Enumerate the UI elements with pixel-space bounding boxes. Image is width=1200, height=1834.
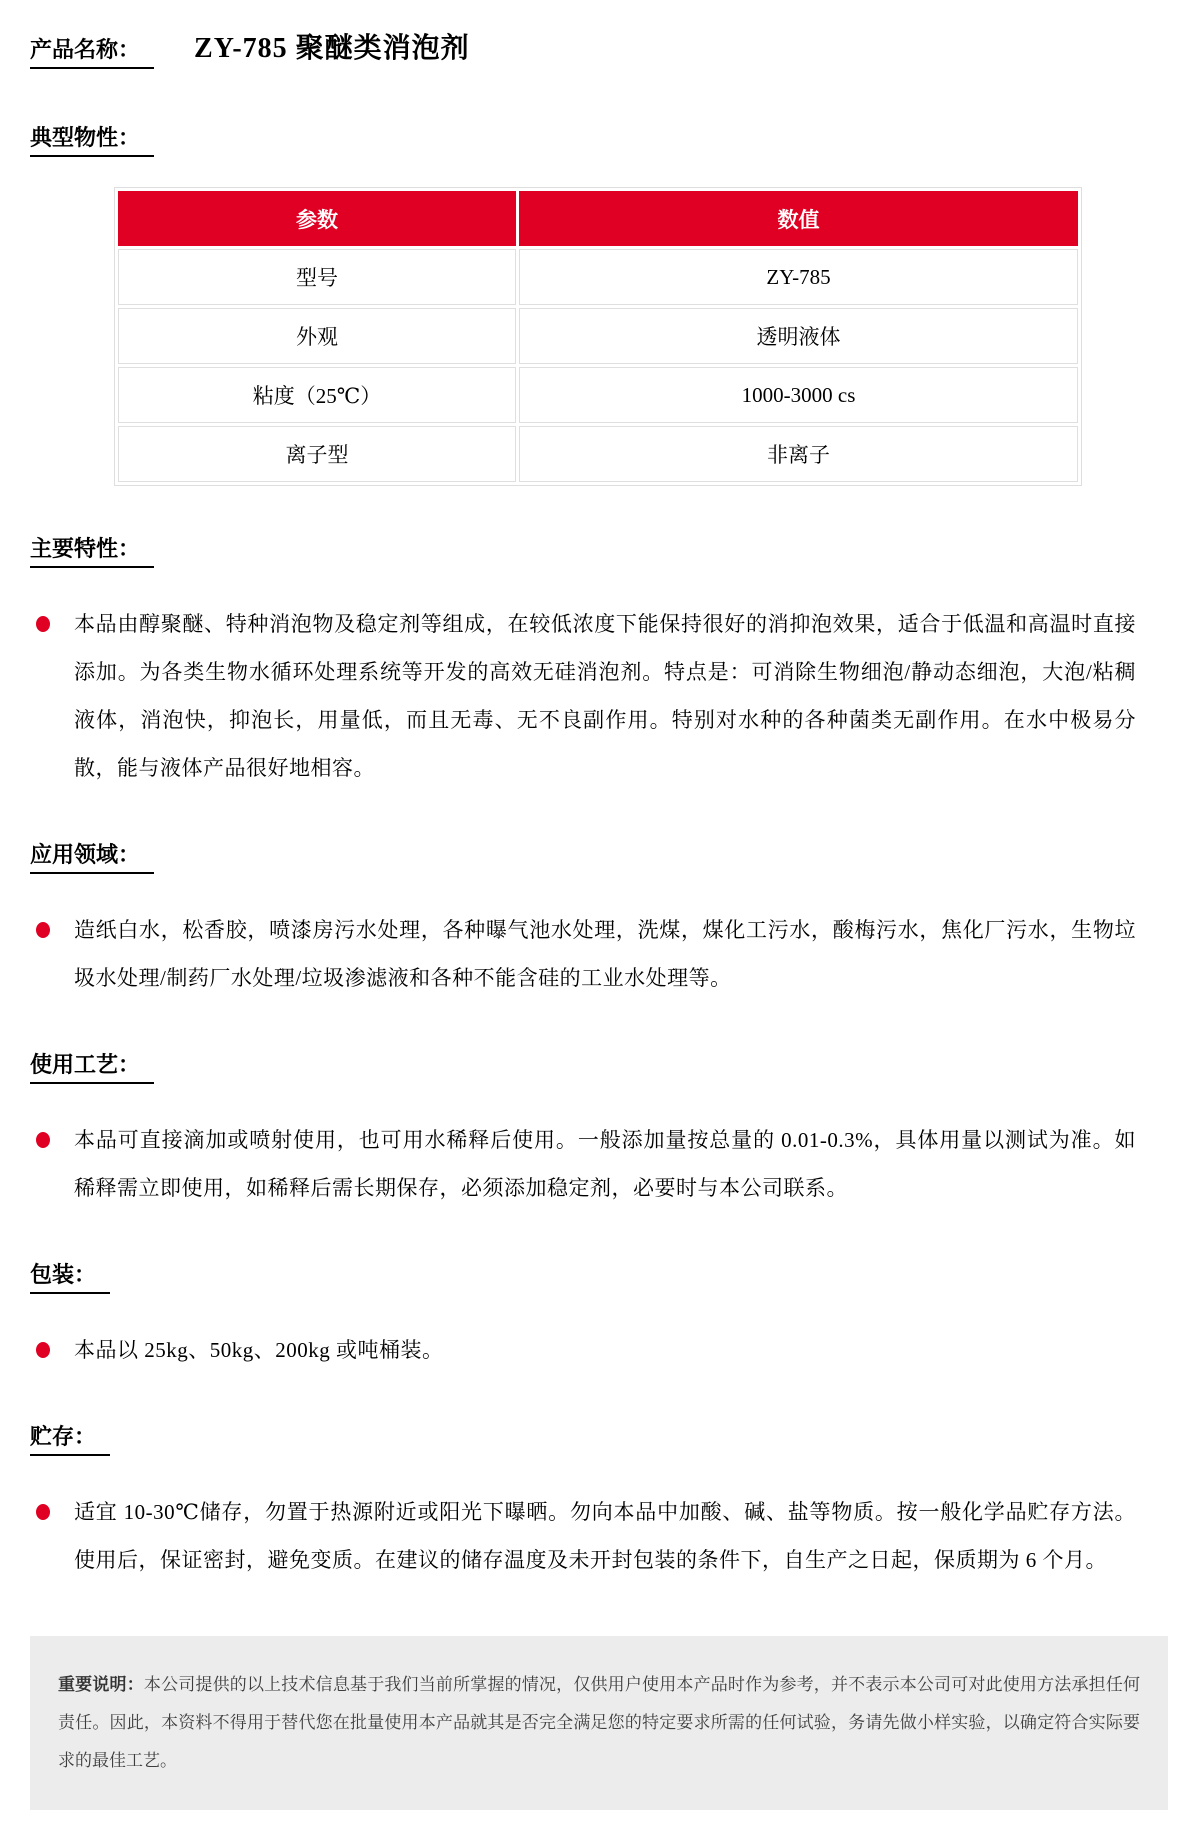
list-item [30,600,1168,792]
cell-value-viscosity: 1000-3000 cs [519,367,1078,423]
cell-param-viscosity: 粘度（25℃） [118,367,516,423]
cell-value-appearance: 透明液体 [519,308,1078,364]
properties-table-header [118,191,1078,246]
bullet-icon [36,1132,50,1148]
important-note-box [30,1636,1168,1810]
list-item [30,1326,1168,1374]
section-heading-packaging: 包装： [30,1258,110,1294]
usage-text: 本品可直接滴加或喷射使用，也可用水稀释后使用。一般添加量按总量的 0.01-0.3%，具体用量以测试为准。如稀释需立即使用，如稀释后需长期保存，必须添加稳定剂，必要时与本公司联系。 [74,1128,1136,1200]
bullet-icon [36,616,50,632]
section-usage [30,1048,1168,1212]
important-note-label: 重要说明： [58,1675,144,1694]
product-name-label: 产品名称： [30,33,154,69]
table-row [118,426,1078,482]
section-heading-typical-properties: 典型物性： [30,121,154,157]
column-header-parameter: 参数 [118,191,516,246]
list-item [30,906,1168,1002]
cell-param-appearance: 外观 [118,308,516,364]
column-header-value: 数值 [519,191,1078,246]
table-row [118,367,1078,423]
section-typical-properties [30,121,1168,486]
section-main-features [30,532,1168,792]
storage-text: 适宜 10-30℃储存，勿置于热源附近或阳光下曝晒。勿向本品中加酸、碱、盐等物质。按一般化学品贮存方法。使用后，保证密封，避免变质。在建议的储存温度及未开封包装的条件下，自生产之日起，保质期为 6 个月。 [74,1500,1136,1572]
bullet-icon [36,1504,50,1520]
properties-table-body [118,249,1078,482]
section-storage [30,1420,1168,1584]
bullet-icon [36,1342,50,1358]
cell-param-model: 型号 [118,249,516,305]
table-header-row [118,191,1078,246]
table-row [118,249,1078,305]
list-item [30,1116,1168,1212]
cell-value-ionicity: 非离子 [519,426,1078,482]
section-applications [30,838,1168,1002]
list-item [30,1488,1168,1584]
section-heading-storage: 贮存： [30,1420,110,1456]
section-heading-main-features: 主要特性： [30,532,154,568]
important-note-paragraph [58,1666,1140,1780]
section-heading-applications: 应用领域： [30,838,154,874]
cell-param-ionicity: 离子型 [118,426,516,482]
table-row [118,308,1078,364]
page-title: ZY-785 聚醚类消泡剂 [194,33,470,64]
section-packaging [30,1258,1168,1374]
packaging-text: 本品以 25kg、50kg、200kg 或吨桶装。 [74,1338,444,1362]
cell-value-model: ZY-785 [519,249,1078,305]
important-note-text: 本公司提供的以上技术信息基于我们当前所掌握的情况，仅供用户使用本产品时作为参考，并不表示本公司可对此使用方法承担任何责任。因此，本资料不得用于替代您在批量使用本产品就其是否完全满足您的特定要求所需的任何试验，务请先做小样实验，以确定符合实际要求的最佳工艺。 [58,1675,1141,1770]
applications-text: 造纸白水，松香胶，喷漆房污水处理，各种曝气池水处理，洗煤，煤化工污水，酸梅污水，焦化厂污水，生物垃圾水处理/制药厂水处理/垃圾渗滤液和各种不能含硅的工业水处理等。 [74,918,1136,990]
title-row [30,26,1168,69]
section-heading-usage: 使用工艺： [30,1048,154,1084]
properties-table [114,187,1082,486]
bullet-icon [36,922,50,938]
main-features-text: 本品由醇聚醚、特种消泡物及稳定剂等组成，在较低浓度下能保持很好的消抑泡效果，适合于低温和高温时直接添加。为各类生物水循环处理系统等开发的高效无硅消泡剂。特点是：可消除生物细泡/静动态细泡，大泡/粘稠液体，消泡快，抑泡长，用量低，而且无毒、无不良副作用。特别对水种的各种菌类无副作用。在水中极易分散，能与液体产品很好地相容。 [74,612,1136,780]
